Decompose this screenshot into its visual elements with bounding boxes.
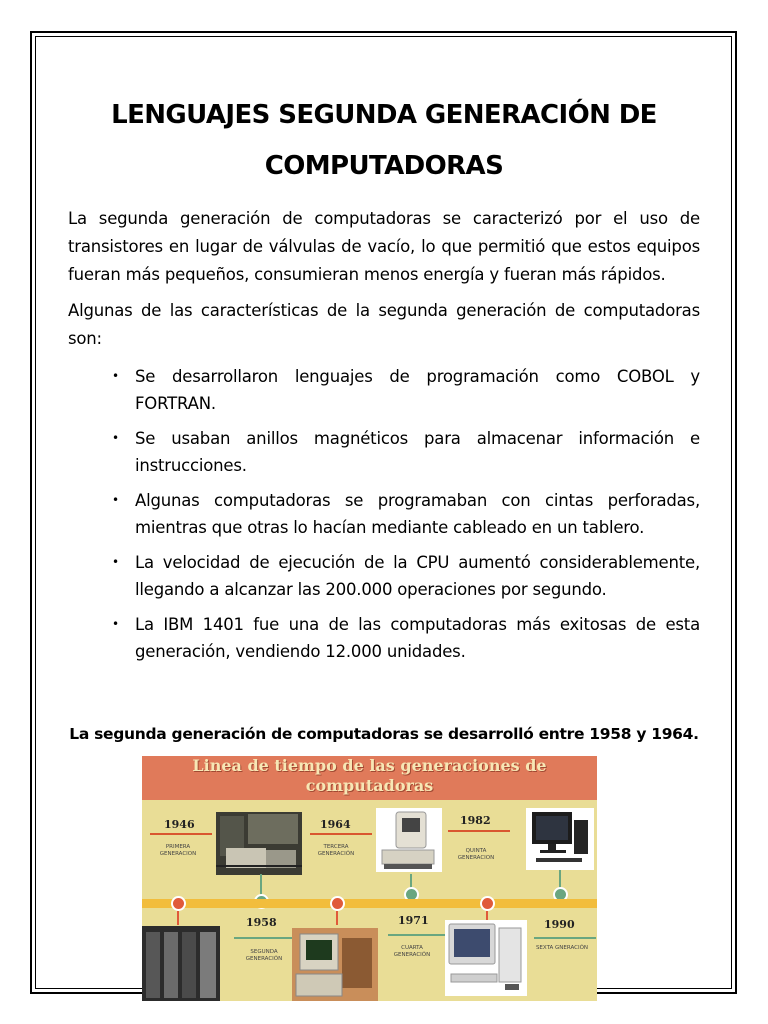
timeline-stem bbox=[177, 911, 179, 925]
generation-label: CUARTA GENERACIÓN bbox=[393, 945, 431, 958]
year-label: 1958 bbox=[246, 916, 277, 929]
year-label: 1982 bbox=[460, 814, 491, 827]
document-title-line2: COMPUTADORAS bbox=[264, 151, 504, 181]
generation-label: TERCERA GENERACIÓN bbox=[317, 844, 355, 857]
infographic-title-line2: computadoras bbox=[305, 776, 434, 795]
list-item-text: La velocidad de ejecución de la CPU aumentó considerablemente, llegando a alcanzar las 200.000 operaciones por segundo. bbox=[135, 553, 700, 599]
intro-paragraph: La segunda generación de computadoras se caracterizó por el uso de transistores en lugar de válvulas de vacío, lo que permitió que estos equipos fueran más pequeños, consumieran menos energía y fueran más rápidos. bbox=[68, 209, 700, 284]
third-generation-photo bbox=[376, 808, 442, 872]
generation-label: QUINTA GENERACION bbox=[457, 848, 495, 861]
list-item bbox=[68, 425, 700, 479]
generation-label: PRIMERA GENERACION bbox=[159, 844, 197, 857]
first-generation-photo bbox=[216, 812, 302, 875]
divider-line bbox=[150, 833, 212, 835]
timeline-node bbox=[330, 896, 345, 911]
timeline-stem bbox=[336, 911, 338, 925]
list-item-text: La IBM 1401 fue una de las computadoras más exitosas de esta generación, vendiendo 12.000 unidades. bbox=[135, 615, 700, 661]
year-label: 1971 bbox=[398, 914, 429, 927]
characteristics-list bbox=[68, 363, 700, 673]
list-item-text: Se desarrollaron lenguajes de programación como COBOL y FORTRAN. bbox=[135, 367, 700, 413]
divider-line bbox=[234, 937, 296, 939]
second-generation-photo bbox=[292, 928, 378, 1001]
characteristics-intro: Algunas de las características de la segunda generación de computadoras son: bbox=[68, 301, 700, 348]
divider-line bbox=[534, 937, 596, 939]
first-generation-machine-photo bbox=[142, 926, 220, 1001]
year-label: 1964 bbox=[320, 818, 351, 831]
bullet-icon: • bbox=[112, 431, 119, 445]
list-item-text: Se usaban anillos magnéticos para almacenar información e instrucciones. bbox=[135, 429, 700, 475]
infographic-title-line1: Linea de tiempo de las generaciones de bbox=[192, 756, 547, 775]
generation-label: SEXTA GNERACIÓN bbox=[535, 945, 589, 951]
bullet-icon: • bbox=[112, 617, 119, 631]
year-label: 1946 bbox=[164, 818, 195, 831]
generation-label: SEGUNDA GENERACIÓN bbox=[245, 949, 283, 962]
bullet-icon: • bbox=[112, 369, 119, 383]
list-item bbox=[68, 611, 700, 665]
timeline-band bbox=[142, 899, 597, 908]
bullet-icon: • bbox=[112, 493, 119, 507]
document-title-line1: LENGUAJES SEGUNDA GENERACIÓN DE bbox=[111, 100, 657, 130]
fifth-generation-photo bbox=[526, 808, 594, 870]
divider-line bbox=[388, 934, 450, 936]
timeline-node bbox=[171, 896, 186, 911]
bullet-icon: • bbox=[112, 555, 119, 569]
list-item bbox=[68, 549, 700, 603]
timeline-infographic bbox=[142, 756, 597, 1001]
divider-line bbox=[310, 833, 372, 835]
list-item-text: Algunas computadoras se programaban con cintas perforadas, mientras que otras lo hacían mediante cableado en un tablero. bbox=[135, 491, 700, 537]
fourth-generation-photo bbox=[445, 920, 527, 996]
list-item bbox=[68, 363, 700, 417]
timeline-node bbox=[480, 896, 495, 911]
year-label: 1990 bbox=[544, 918, 575, 931]
divider-line bbox=[448, 830, 510, 832]
list-item bbox=[68, 487, 700, 541]
date-range-caption: La segunda generación de computadoras se desarrolló entre 1958 y 1964. bbox=[69, 725, 699, 743]
